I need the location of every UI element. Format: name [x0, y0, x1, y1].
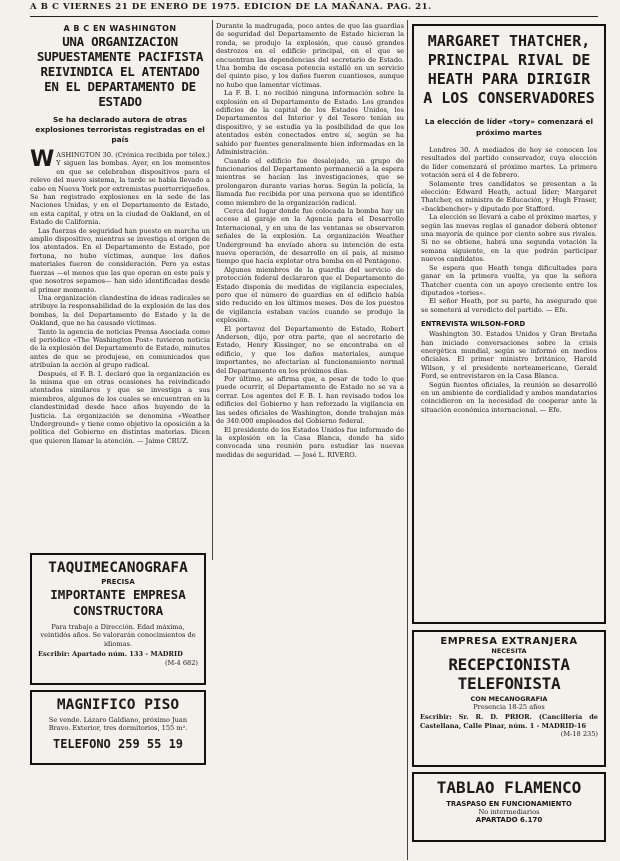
ad-title: TAQUIMECANOGRAFA — [48, 560, 188, 576]
article-paragraph: La elección se llevará a cabo el próximo martes, y según las nuevas reglas el ganador deberá obtener una mayoría de quince por ciento sobre sus rivales. Si no se obtiene, habrá una segunda votación la semana siguiente, en la que podrán participar nuevos candidatos. — [421, 213, 597, 264]
article-left — [30, 22, 210, 542]
ad-title: RECEPCIONISTA TELEFONISTA — [448, 655, 570, 693]
ad-line2: NECESITA — [491, 647, 527, 655]
article-paragraph: El portavoz del Departamento de Estado, Robert Anderson, dijo, por otra parte, que el secretario de Estado, Henry Kissinger, no se encontraba en el edificio, y que los daños materiales, aunque importantes, no afectarían al funcionamiento normal del Departamento en los próximos días. — [216, 324, 404, 375]
ad-details: Se vende. Lázaro Galdiano, próximo Juan Bravo. Exterior, tres dormitorios, 155 m². — [48, 716, 188, 733]
article-paragraph: Tanto la agencia de noticias Prensa Asociada como el periódico «The Washington Post» tuvieron noticia de la explosión del Departamento de Estado, minutos antes de que se produjese, en comunicados que atribuían la acción al grupo radical. — [30, 327, 210, 370]
ad-apartado: APARTADO 6.170 — [475, 816, 543, 825]
article-right-box — [412, 24, 606, 624]
article-paragraph: Cuando el edificio fue desalojado, un grupo de funcionarios del Departamento permaneció a la espera mientras se hacían las investigaciones, que se prolongaron durante varias horas. Según la policía, la llamada fue recibida por una persona que se identificó como miembro de la organización radical. — [216, 156, 404, 207]
article-paragraph: Algunos miembros de la guardia del servicio de protección federal declararon que el Departamento de Estado disponía de medidas de vigilancia especiales, pero que el número de guardias en el edificio había sido reducido en los últimos meses. Dos de los puestos de vigilancia estaban vacíos cuando se produjo la explosión. — [216, 265, 404, 325]
article-paragraph: Las fuerzas de seguridad han puesto en marcha un amplio dispositivo, mientras se investiga el origen de los atentados. En el Departamento de Estado, por fortuna, no hubo víctimas, aunque los daños materiales fueron de consideración. Pero ya estas fuerzas —el menos que las que operan en este país y que nosotros sepamos— han sido identificadas desde el primer momento. — [30, 226, 210, 294]
header-line: A B C VIERNES 21 DE ENERO DE 1975. EDICION DE LA MAÑANA. PAG. 21. — [30, 2, 432, 12]
article-paragraph: WASHINGTON 30. (Crónica recibida por télex.) Y siguen las bombas. Ayer, en los momentos en que se celebraban dispositivos para el relevo del nuevo sistema, la tarde se había llevado a cabo en Nueva York por extremistas puertorriqueños. Se han registrado explosiones en la sede de las Naciones Unidas, y en el Departamento de Estado, en esta capital, y otra en la ciudad de Oakland, en el Estado de California. — [30, 147, 210, 227]
ad-taquimecanografa — [30, 553, 206, 685]
article-paragraph: Después, el F. B. I. declaró que la organización es la misma que en otras ocasiones ha reivindicado atentados similares y que se investiga a sus miembros, algunos de los cuales se encuentran en la clandestinidad desde hace años huyendo de la Justicia. La organización se denomina «Weather Underground» y tiene como objetivo la oposición a la política del Gobierno en distintas materias. Dicen que quieren llamar la atención. — Jaime CRUZ. — [30, 369, 210, 445]
article-paragraph: La F. B. I. no recibió ninguna información sobre la explosión en el Departamento de Estado. Los grandes edificios de la capital de los Estados Unidos, los Departamentos del Interior y del Tesoro tenían su dispositivo, y se estudia ya la posibilidad de que los atentados estén conectados entre sí, según se ha sabido por fuentes generalmente bien informadas en la Administración. — [216, 89, 404, 157]
page-header — [0, 0, 620, 14]
article-subhead: Se ha declarado autora de otras explosiones terroristas registradas en el país — [35, 115, 205, 144]
article-headline: UNA ORGANIZACION SUPUESTAMENTE PACIFISTA REIVINDICA EL ATENTADO EN EL DEPARTAMENTO DE ESTADO — [36, 34, 204, 109]
article-paragraph: Según fuentes oficiales, la reunión se desarrolló en un ambiente de cordialidad y ambos mandatarios coincidieron en la necesidad de cooperar ante la situación económica internacional. — Efe. — [421, 380, 597, 414]
ad-ref: (M-18 235) — [560, 730, 598, 739]
ad-line1: EMPRESA EXTRANJERA — [440, 636, 578, 647]
article-paragraph: Solamente tres candidatos se presentan a la elección: Edward Heath, actual líder; Margaret Thatcher, ex ministra de Educación, y Hugh Fraser, «backbencher» y diputado por Stafford. — [421, 179, 597, 213]
column-divider — [407, 20, 408, 860]
article-kicker: A B C EN WASHINGTON — [63, 24, 177, 33]
ad-tablao-flamenco — [412, 772, 606, 842]
article-paragraph: El señor Heath, por su parte, ha asegurado que se someterá al veredicto del partido. — Efe. — [421, 297, 597, 314]
ad-title: TABLAO FLAMENCO — [436, 778, 582, 797]
article-subhead: La elección de líder «tory» comenzará el próximo martes — [424, 117, 594, 137]
column-divider — [212, 20, 213, 560]
ad-title: MAGNIFICO PISO — [56, 697, 180, 713]
ad-line2: No intermediarios — [478, 808, 540, 816]
ad-phone: TELEFONO 259 55 19 — [52, 736, 184, 751]
ad-line1: TRASPASO EN FUNCIONAMIENTO — [446, 800, 572, 808]
ad-details: Para trabajo a Dirección. Edad máxima, veintidós años. Se valorarán conocimientos de idiomas. — [40, 623, 196, 648]
article-paragraph: Durante la madrugada, poco antes de que las guardias de seguridad del Departamento de Estado hicieran la ronda, se produjo la explosión, que causó grandes destrozos en el edificio principal, en el que se encuentran las dependencias del secretario de Estado. Una bomba de escasa potencia estalló en un servicio del quinto piso, y los daños fueron cuantiosos, aunque no hubo que lamentar víctimas. — [216, 22, 404, 89]
ad-magnifico-piso — [30, 690, 206, 765]
ad-details: Escribir: Sr. R. D. PRIOR. (Cancillería de Castellana, Calle Pinar, núm. 1 - MADRID-16 — [420, 713, 598, 730]
article-headline: MARGARET THATCHER, PRINCIPAL RIVAL DE HEATH PARA DIRIGIR A LOS CONSERVADORES — [423, 32, 595, 107]
ad-empresa-extranjera — [412, 630, 606, 767]
ad-line5: Presencia 18-25 años — [473, 703, 545, 711]
ad-apartado: Escribir: Apartado núm. 133 - MADRID — [38, 650, 183, 659]
article-paragraph: Se espera que Heath tenga dificultades para ganar en la primera vuelta, ya que la señora Thatcher cuenta con un apoyo creciente entre los diputados «tories». — [421, 263, 597, 297]
article-paragraph: Por último, se afirma que, a pesar de todo lo que puede ocurrir, el Departamento de Estado no se va a cerrar. Los agentes del F. B. I. han revisado todos los edificios del Gobierno y han reforzado la vigilancia en las sedes oficiales de Washington, donde trabajan más de 340.000 empleados del Gobierno federal. — [216, 375, 404, 426]
ad-line4: CON MECANOGRAFIA — [470, 695, 548, 703]
ad-precisa: PRECISA — [101, 578, 135, 586]
article-section-heading: ENTREVISTA WILSON-FORD — [421, 320, 526, 329]
article-center — [216, 22, 404, 860]
drop-cap: W — [30, 147, 55, 172]
article-paragraph: Una organización clandestina de ideas radicales se atribuye la responsabilidad de la explosión de las dos bombas, la del Departamento de Estado y la de Oakland, que no ha causado víctimas. — [30, 293, 210, 328]
article-paragraph: Londres 30. A mediados de hoy se conocen los resultados del partido conservador, cuya elección de líder comenzará el próximo martes. La primera votación será el 4 de febrero. — [421, 146, 597, 180]
article-paragraph: Cerca del lugar donde fue colocada la bomba hay un acceso al garaje en la Agencia para el Desarrollo Internacional, y en una de las ventanas se observaron señales de la explosión. La organización Weather Underground ha envíado ahora su intención de esta nueva operación, de desarrollo en el país, al mismo tiempo que hacía explotar otra bomba en el Pentágono. — [216, 206, 404, 266]
header-rule — [30, 16, 598, 17]
ad-company: IMPORTANTE EMPRESA CONSTRUCTORA — [50, 587, 186, 618]
article-paragraph: El presidente de los Estados Unidos fue informado de la explosión en la Casa Blanca, donde ha sido convocada una reunión para estudiar las nuevas medidas de seguridad. — José L. RIVERO. — [216, 425, 404, 459]
ad-ref: (M-4 682) — [164, 658, 198, 667]
article-paragraph: Washington 30. Estados Unidos y Gran Bretaña han iniciado conversaciones sobre la crisis energética mundial, según se informó en medios oficiales. El primer ministro británico, Harold Wilson, y el presidente norteamericano, Gerald Ford, se entrevistaron en la Casa Blanca. — [421, 330, 597, 381]
